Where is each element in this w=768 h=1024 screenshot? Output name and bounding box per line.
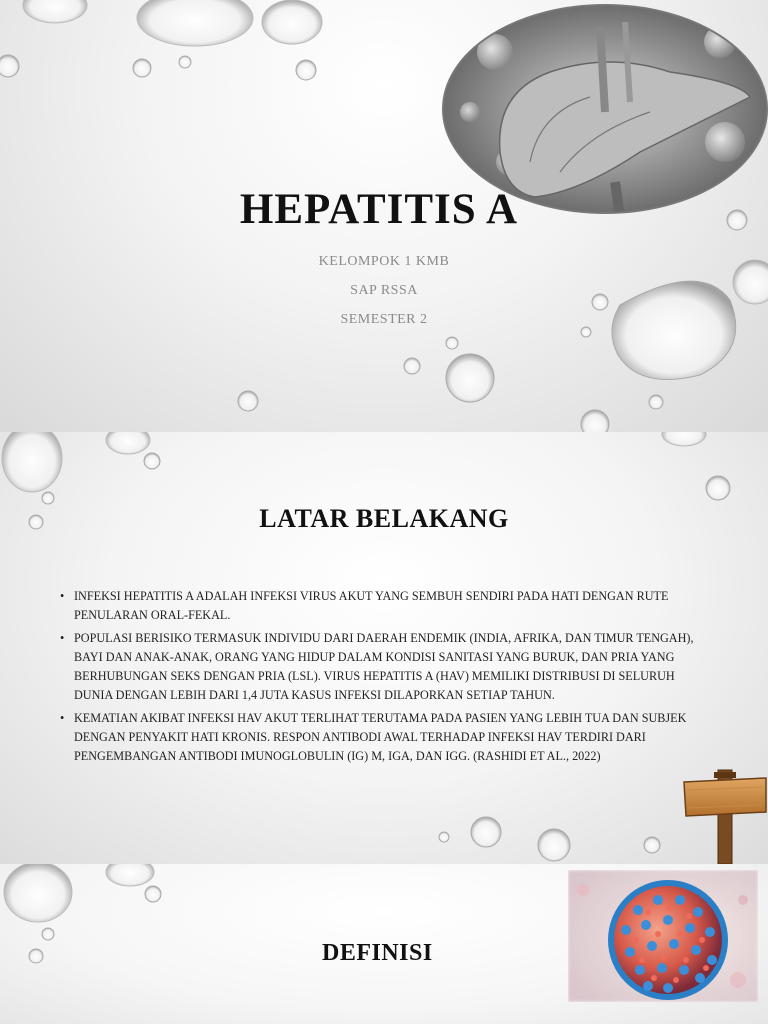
list-item [60, 629, 710, 705]
list-item [60, 587, 710, 625]
virus-particle-icon [568, 870, 758, 1002]
liver-illustration-icon [440, 2, 768, 216]
subtitle-group: KELOMPOK 1 KMB [318, 254, 450, 269]
background-slide [0, 432, 768, 864]
wooden-signpost-icon [682, 766, 768, 864]
bullet-text: INFEKSI HEPATITIS A ADALAH INFEKSI VIRUS AKUT YANG SEMBUH SENDIRI PADA HATI DENGAN RUTE PENULARAN ORAL-FEKAL. [74, 589, 669, 622]
slide-title: LATAR BELAKANG [259, 504, 509, 533]
bullet-glyph: • [60, 589, 65, 603]
bullet-glyph: • [60, 631, 65, 645]
slide-title: HEPATITIS A [239, 186, 519, 233]
list-item [60, 709, 710, 766]
bullet-text: KEMATIAN AKIBAT INFEKSI HAV AKUT TERLIHAT TERUTAMA PADA PASIEN YANG LEBIH TUA DAN SUBJEK DENGAN PENYAKIT HATI KRONIS. RESPON ANTIBODI AWAL TERHADAP INFEKSI HAV TERDIRI DARI PENGEMBANGAN ANTIBODI IMUNOGLOBULIN (IG) M, IGA, DAN IGG. (RASHIDI ET AL., 2022) [74, 711, 687, 763]
title-slide [0, 0, 768, 432]
subtitle-place: SAP RSSA [350, 283, 418, 298]
subtitle-semester: SEMESTER 2 [340, 312, 428, 327]
bullet-text: POPULASI BERISIKO TERMASUK INDIVIDU DARI DAERAH ENDEMIK (INDIA, AFRIKA, DAN TIMUR TENGAH), BAYI DAN ANAK-ANAK, ORANG YANG HIDUP DALAM KONDISI SANITASI YANG BURUK, DAN PRIA YANG BERHUBUNGAN SEKS DENGAN PRIA (LSL). VIRUS HEPATITIS A (HAV) MEMILIKI DISTRIBUSI DI SELURUH DUNIA DENGAN LEBIH DARI 1,4 JUTA KASUS INFEKSI DILAPORKAN SETIAP TAHUN. [74, 631, 694, 702]
slide-title: DEFINISI [322, 940, 433, 966]
definition-slide [0, 864, 768, 1024]
bullet-list [60, 587, 710, 770]
bullet-glyph: • [60, 711, 65, 725]
